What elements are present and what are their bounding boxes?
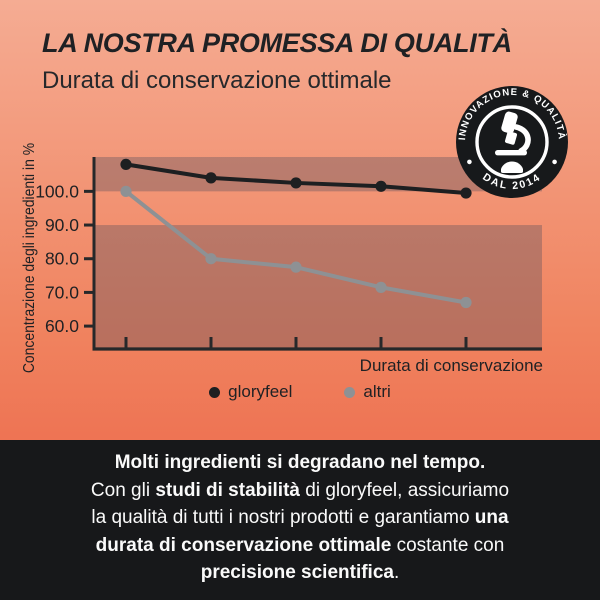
badge-left-dot-icon — [467, 160, 472, 165]
legend-label: altri — [363, 382, 391, 401]
footer-segment: una — [474, 507, 509, 529]
footer-text — [91, 449, 509, 591]
footer-panel — [0, 440, 600, 600]
y-tick-label: 70.0 — [44, 282, 79, 303]
footer-segment: studi di stabilità — [155, 479, 300, 501]
badge-bottom-text: DAL 2014 — [480, 170, 544, 193]
data-point-altri — [205, 253, 216, 264]
legend-dot-icon — [344, 387, 355, 398]
legend-item-gloryfeel — [209, 382, 292, 402]
footer-segment: . — [393, 562, 400, 584]
data-point-altri — [375, 282, 386, 293]
data-point-gloryfeel — [290, 177, 301, 188]
footer-segment: la qualità di tutti i nostri prodotti e garantiamo — [91, 507, 475, 529]
y-tick-label: 90.0 — [44, 215, 79, 236]
chart-legend — [0, 382, 600, 402]
footer-segment: costante con — [391, 534, 505, 556]
footer-segment: di gloryfeel, assicuriamo — [299, 479, 510, 501]
footer-segment: Molti ingredienti si degradano nel tempo. — [114, 452, 486, 474]
y-tick-label: 80.0 — [44, 248, 79, 269]
legend-label: gloryfeel — [228, 382, 293, 401]
page-title: LA NOSTRA PROMESSA DI QUALITÀ — [42, 28, 512, 58]
footer-segment: precisione scientifica — [200, 562, 394, 584]
page-subtitle: Durata di conservazione ottimale — [42, 67, 392, 94]
chart-band — [94, 225, 542, 349]
y-axis-label: Concentrazione degli ingredienti in % — [21, 142, 38, 374]
data-point-gloryfeel — [120, 159, 131, 170]
legend-item-altri — [344, 382, 390, 402]
data-point-altri — [460, 297, 471, 308]
badge-top-text: INNOVAZIONE & QUALITÀ — [457, 86, 568, 141]
legend-dot-icon — [209, 387, 220, 398]
data-point-altri — [120, 186, 131, 197]
footer-segment: Con gli — [90, 479, 156, 501]
footer-segment: durata di conservazione ottimale — [95, 534, 392, 556]
y-tick-label: 60.0 — [44, 316, 79, 337]
data-point-gloryfeel — [375, 181, 386, 192]
x-axis-label: Durata di conservazione — [359, 356, 543, 375]
badge-right-dot-icon — [552, 160, 557, 165]
data-point-altri — [290, 262, 301, 273]
data-point-gloryfeel — [205, 172, 216, 183]
quality-badge — [456, 86, 568, 198]
y-tick-label: 100.0 — [35, 181, 79, 202]
